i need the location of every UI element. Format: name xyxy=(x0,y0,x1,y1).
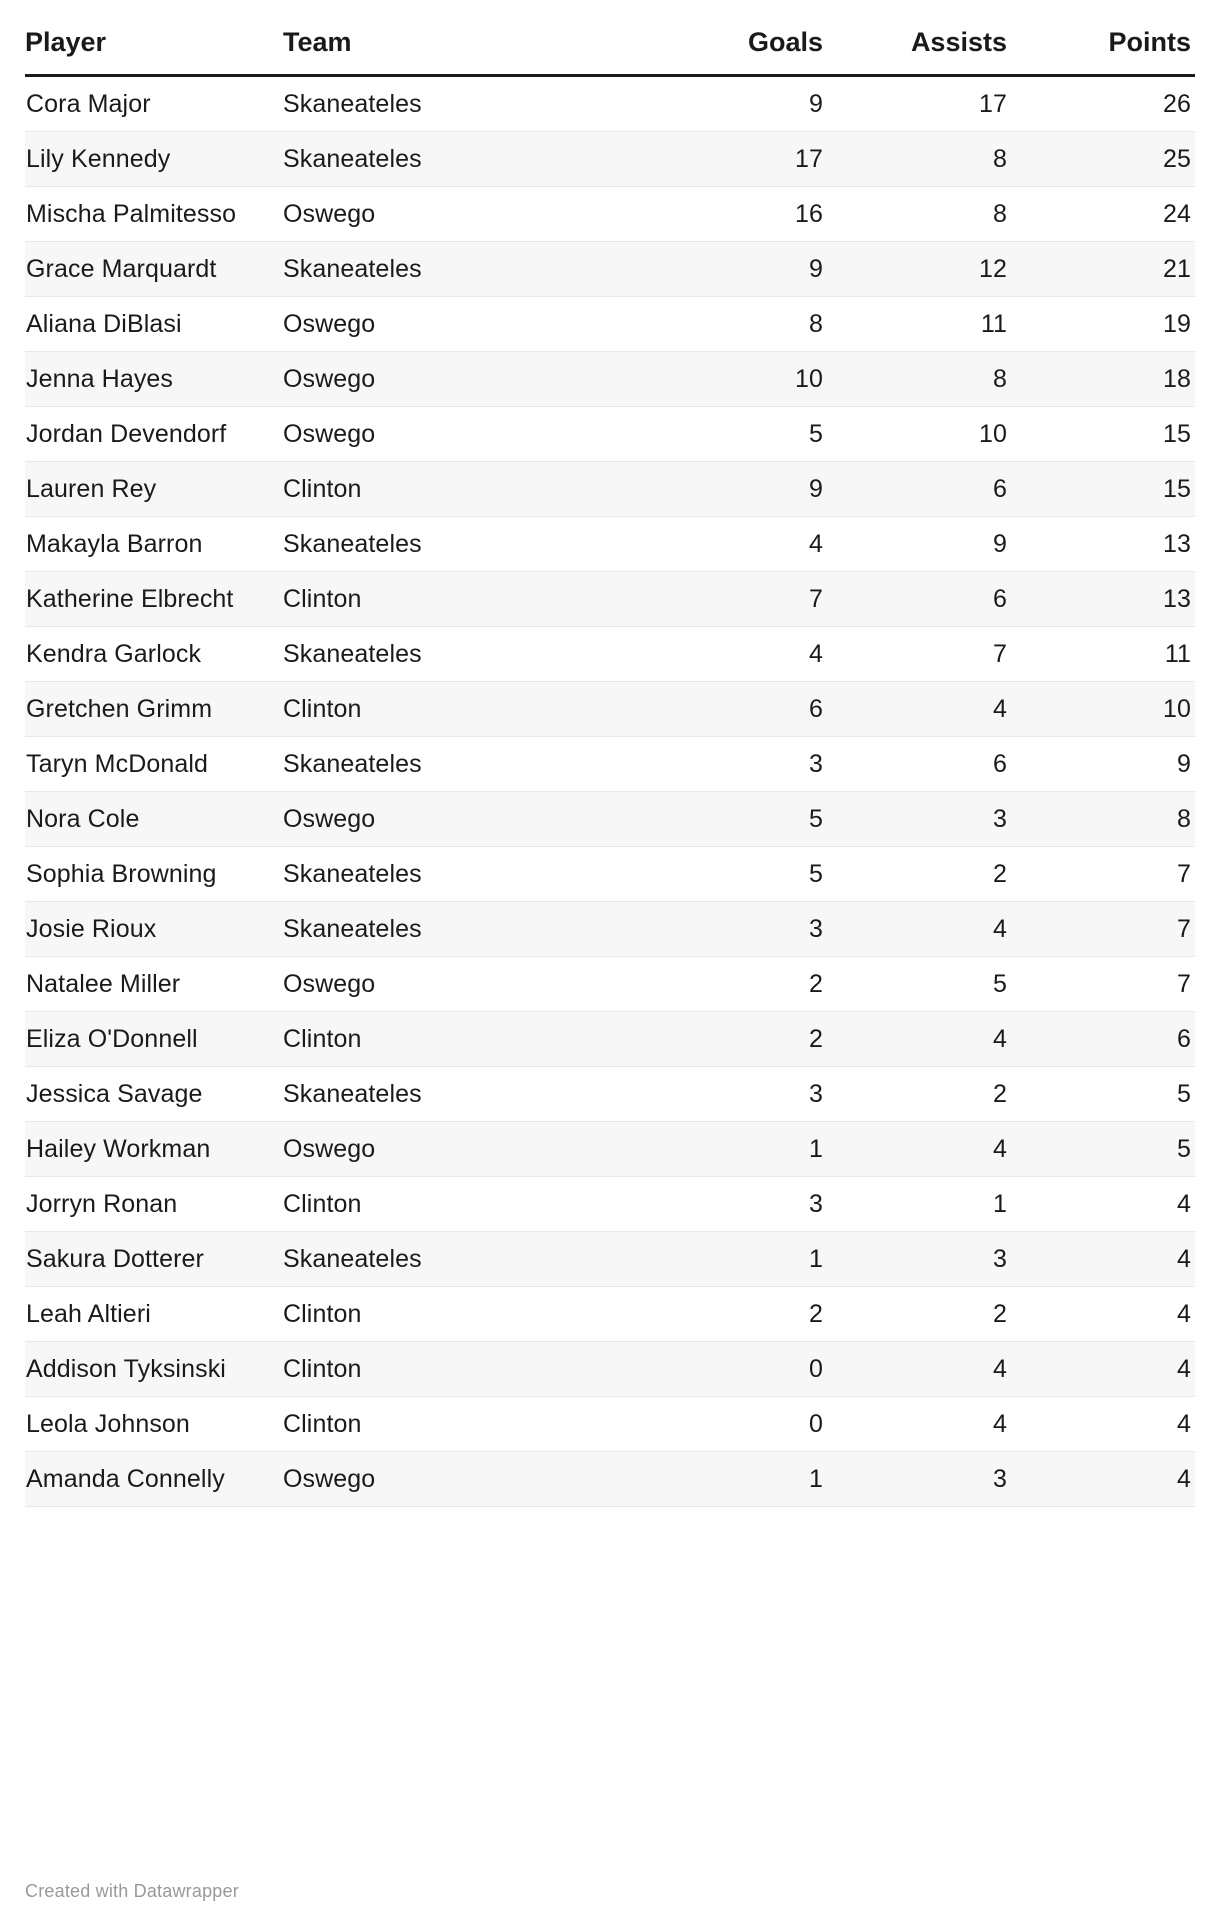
table-row xyxy=(25,902,1195,957)
column-header-team[interactable]: Team xyxy=(283,26,643,76)
cell-assists: 6 xyxy=(827,737,1011,792)
cell-assists: 3 xyxy=(827,1232,1011,1287)
cell-player: Addison Tyksinski xyxy=(25,1342,283,1397)
cell-player: Sakura Dotterer xyxy=(25,1232,283,1287)
cell-assists: 11 xyxy=(827,297,1011,352)
cell-goals: 3 xyxy=(643,1177,827,1232)
cell-goals: 9 xyxy=(643,462,827,517)
cell-player: Jenna Hayes xyxy=(25,352,283,407)
cell-goals: 17 xyxy=(643,132,827,187)
cell-player: Josie Rioux xyxy=(25,902,283,957)
cell-points: 4 xyxy=(1011,1287,1195,1342)
cell-assists: 4 xyxy=(827,1122,1011,1177)
cell-points: 5 xyxy=(1011,1067,1195,1122)
table-row xyxy=(25,1452,1195,1507)
cell-team: Clinton xyxy=(283,462,643,517)
table-body xyxy=(25,76,1195,1507)
cell-points: 15 xyxy=(1011,407,1195,462)
cell-team: Clinton xyxy=(283,1177,643,1232)
cell-player: Katherine Elbrecht xyxy=(25,572,283,627)
cell-player: Sophia Browning xyxy=(25,847,283,902)
cell-team: Oswego xyxy=(283,297,643,352)
cell-goals: 3 xyxy=(643,902,827,957)
cell-points: 21 xyxy=(1011,242,1195,297)
cell-points: 4 xyxy=(1011,1232,1195,1287)
cell-goals: 0 xyxy=(643,1397,827,1452)
table-row xyxy=(25,187,1195,242)
cell-assists: 8 xyxy=(827,187,1011,242)
cell-goals: 0 xyxy=(643,1342,827,1397)
cell-goals: 9 xyxy=(643,76,827,132)
table-row xyxy=(25,1177,1195,1232)
cell-goals: 1 xyxy=(643,1232,827,1287)
cell-team: Skaneateles xyxy=(283,1232,643,1287)
table-row xyxy=(25,407,1195,462)
cell-player: Mischa Palmitesso xyxy=(25,187,283,242)
cell-assists: 2 xyxy=(827,1067,1011,1122)
cell-assists: 10 xyxy=(827,407,1011,462)
cell-player: Gretchen Grimm xyxy=(25,682,283,737)
cell-player: Aliana DiBlasi xyxy=(25,297,283,352)
cell-assists: 4 xyxy=(827,1342,1011,1397)
table-row xyxy=(25,242,1195,297)
cell-assists: 3 xyxy=(827,1452,1011,1507)
cell-player: Jordan Devendorf xyxy=(25,407,283,462)
table-row xyxy=(25,627,1195,682)
cell-team: Skaneateles xyxy=(283,1067,643,1122)
table-header-row xyxy=(25,26,1195,76)
cell-assists: 4 xyxy=(827,1012,1011,1067)
cell-assists: 6 xyxy=(827,462,1011,517)
cell-player: Leola Johnson xyxy=(25,1397,283,1452)
cell-goals: 4 xyxy=(643,517,827,572)
cell-points: 11 xyxy=(1011,627,1195,682)
cell-goals: 5 xyxy=(643,792,827,847)
cell-goals: 16 xyxy=(643,187,827,242)
cell-player: Lily Kennedy xyxy=(25,132,283,187)
table-row xyxy=(25,1012,1195,1067)
cell-assists: 9 xyxy=(827,517,1011,572)
cell-points: 13 xyxy=(1011,572,1195,627)
cell-team: Skaneateles xyxy=(283,76,643,132)
cell-team: Clinton xyxy=(283,682,643,737)
cell-goals: 2 xyxy=(643,1287,827,1342)
cell-team: Skaneateles xyxy=(283,902,643,957)
cell-assists: 8 xyxy=(827,132,1011,187)
cell-goals: 3 xyxy=(643,1067,827,1122)
cell-points: 7 xyxy=(1011,902,1195,957)
cell-assists: 3 xyxy=(827,792,1011,847)
cell-points: 18 xyxy=(1011,352,1195,407)
cell-points: 25 xyxy=(1011,132,1195,187)
cell-player: Lauren Rey xyxy=(25,462,283,517)
table-chart-container xyxy=(0,26,1220,1926)
cell-player: Nora Cole xyxy=(25,792,283,847)
cell-assists: 2 xyxy=(827,847,1011,902)
cell-assists: 4 xyxy=(827,682,1011,737)
cell-team: Oswego xyxy=(283,187,643,242)
cell-points: 8 xyxy=(1011,792,1195,847)
cell-assists: 7 xyxy=(827,627,1011,682)
table-header xyxy=(25,26,1195,76)
cell-goals: 2 xyxy=(643,957,827,1012)
cell-assists: 12 xyxy=(827,242,1011,297)
table-row xyxy=(25,572,1195,627)
cell-team: Oswego xyxy=(283,1452,643,1507)
table-row xyxy=(25,297,1195,352)
player-stats-table xyxy=(25,26,1195,1507)
cell-assists: 8 xyxy=(827,352,1011,407)
cell-goals: 7 xyxy=(643,572,827,627)
cell-team: Oswego xyxy=(283,957,643,1012)
cell-player: Eliza O'Donnell xyxy=(25,1012,283,1067)
column-header-points[interactable]: Points xyxy=(1011,26,1195,76)
cell-points: 24 xyxy=(1011,187,1195,242)
cell-player: Amanda Connelly xyxy=(25,1452,283,1507)
cell-team: Oswego xyxy=(283,792,643,847)
cell-goals: 4 xyxy=(643,627,827,682)
cell-goals: 5 xyxy=(643,407,827,462)
cell-points: 26 xyxy=(1011,76,1195,132)
table-row xyxy=(25,132,1195,187)
column-header-goals[interactable]: Goals xyxy=(643,26,827,76)
cell-team: Skaneateles xyxy=(283,847,643,902)
cell-player: Natalee Miller xyxy=(25,957,283,1012)
datawrapper-credit[interactable]: Created with Datawrapper xyxy=(25,1881,239,1901)
cell-player: Leah Altieri xyxy=(25,1287,283,1342)
cell-goals: 3 xyxy=(643,737,827,792)
cell-player: Hailey Workman xyxy=(25,1122,283,1177)
cell-points: 4 xyxy=(1011,1177,1195,1232)
cell-team: Oswego xyxy=(283,352,643,407)
cell-goals: 5 xyxy=(643,847,827,902)
cell-player: Taryn McDonald xyxy=(25,737,283,792)
cell-assists: 2 xyxy=(827,1287,1011,1342)
cell-goals: 2 xyxy=(643,1012,827,1067)
table-row xyxy=(25,1122,1195,1177)
cell-points: 13 xyxy=(1011,517,1195,572)
table-row xyxy=(25,957,1195,1012)
cell-goals: 9 xyxy=(643,242,827,297)
cell-goals: 10 xyxy=(643,352,827,407)
cell-goals: 8 xyxy=(643,297,827,352)
cell-team: Skaneateles xyxy=(283,627,643,682)
cell-team: Clinton xyxy=(283,1342,643,1397)
cell-team: Clinton xyxy=(283,1397,643,1452)
table-row xyxy=(25,517,1195,572)
cell-player: Jessica Savage xyxy=(25,1067,283,1122)
column-header-assists[interactable]: Assists xyxy=(827,26,1011,76)
cell-goals: 6 xyxy=(643,682,827,737)
cell-player: Makayla Barron xyxy=(25,517,283,572)
cell-points: 4 xyxy=(1011,1452,1195,1507)
table-row xyxy=(25,1342,1195,1397)
table-row xyxy=(25,76,1195,132)
table-row xyxy=(25,1287,1195,1342)
cell-team: Clinton xyxy=(283,1287,643,1342)
table-row xyxy=(25,462,1195,517)
cell-team: Skaneateles xyxy=(283,737,643,792)
cell-player: Cora Major xyxy=(25,76,283,132)
cell-points: 15 xyxy=(1011,462,1195,517)
cell-team: Oswego xyxy=(283,407,643,462)
table-row xyxy=(25,1397,1195,1452)
table-row xyxy=(25,792,1195,847)
cell-goals: 1 xyxy=(643,1122,827,1177)
cell-points: 7 xyxy=(1011,847,1195,902)
cell-goals: 1 xyxy=(643,1452,827,1507)
table-row xyxy=(25,1067,1195,1122)
cell-points: 19 xyxy=(1011,297,1195,352)
cell-team: Skaneateles xyxy=(283,132,643,187)
cell-points: 7 xyxy=(1011,957,1195,1012)
cell-points: 9 xyxy=(1011,737,1195,792)
table-row xyxy=(25,847,1195,902)
cell-assists: 4 xyxy=(827,1397,1011,1452)
cell-team: Oswego xyxy=(283,1122,643,1177)
cell-assists: 5 xyxy=(827,957,1011,1012)
column-header-player[interactable]: Player xyxy=(25,26,283,76)
table-row xyxy=(25,737,1195,792)
cell-team: Skaneateles xyxy=(283,242,643,297)
table-row xyxy=(25,1232,1195,1287)
cell-assists: 17 xyxy=(827,76,1011,132)
cell-assists: 6 xyxy=(827,572,1011,627)
cell-points: 4 xyxy=(1011,1342,1195,1397)
cell-points: 4 xyxy=(1011,1397,1195,1452)
cell-assists: 4 xyxy=(827,902,1011,957)
cell-player: Kendra Garlock xyxy=(25,627,283,682)
cell-points: 5 xyxy=(1011,1122,1195,1177)
table-row xyxy=(25,682,1195,737)
cell-team: Clinton xyxy=(283,1012,643,1067)
cell-points: 6 xyxy=(1011,1012,1195,1067)
cell-team: Skaneateles xyxy=(283,517,643,572)
cell-player: Jorryn Ronan xyxy=(25,1177,283,1232)
cell-points: 10 xyxy=(1011,682,1195,737)
cell-assists: 1 xyxy=(827,1177,1011,1232)
cell-team: Clinton xyxy=(283,572,643,627)
table-row xyxy=(25,352,1195,407)
cell-player: Grace Marquardt xyxy=(25,242,283,297)
